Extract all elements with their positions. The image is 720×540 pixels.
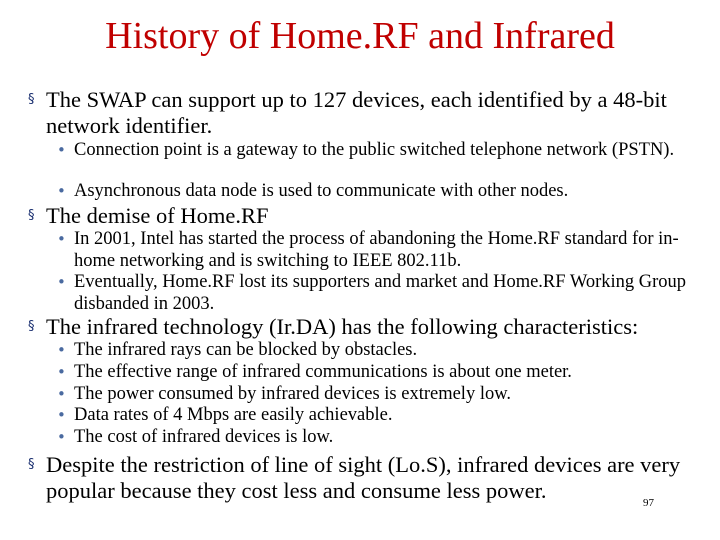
sub-bullet-text: The cost of infrared devices is low. bbox=[74, 427, 334, 447]
dot-bullet-icon: • bbox=[57, 230, 66, 248]
dot-bullet-icon: • bbox=[57, 363, 66, 381]
sub-bullet-text: Connection point is a gateway to the public switched telephone network (PSTN). bbox=[74, 140, 675, 160]
section-bullet-icon: § bbox=[28, 457, 35, 472]
sub-bullet-intel bbox=[57, 229, 697, 272]
sub-bullet-text: Asynchronous data node is used to communicate with other nodes. bbox=[74, 181, 569, 201]
page-number: 97 bbox=[643, 497, 654, 509]
slide-title: History of Home.RF and Infrared bbox=[105, 15, 615, 57]
dot-bullet-icon: • bbox=[57, 428, 66, 446]
sub-bullet-connection-point bbox=[57, 140, 697, 162]
bullet-swap bbox=[28, 87, 708, 139]
dot-bullet-icon: • bbox=[57, 273, 66, 291]
sub-bullet-eventually bbox=[57, 272, 697, 315]
bullet-text: The infrared technology (Ir.DA) has the following characteristics: bbox=[46, 314, 639, 339]
sub-bullet-data-rates bbox=[57, 405, 697, 427]
bullet-text: Despite the restriction of line of sight (Lo.S), infrared devices are very popular because they cost less and consume less power. bbox=[46, 452, 681, 503]
sub-bullet-text: Data rates of 4 Mbps are easily achievable. bbox=[74, 405, 393, 425]
section-bullet-icon: § bbox=[28, 92, 35, 107]
sub-bullet-async-node bbox=[57, 181, 697, 203]
section-bullet-icon: § bbox=[28, 319, 35, 334]
sub-bullet-text: The power consumed by infrared devices is extremely low. bbox=[74, 384, 511, 404]
sub-bullet-text: The effective range of infrared communications is about one meter. bbox=[74, 362, 572, 382]
dot-bullet-icon: • bbox=[57, 385, 66, 403]
sub-bullet-text: The infrared rays can be blocked by obstacles. bbox=[74, 340, 418, 360]
sub-bullet-range bbox=[57, 362, 697, 384]
sub-bullet-blocked bbox=[57, 340, 697, 362]
sub-bullet-text: In 2001, Intel has started the process of abandoning the Home.RF standard for in-home networking and is switching to IEEE 802.11b. bbox=[74, 229, 679, 271]
bullet-demise bbox=[28, 203, 708, 229]
sub-bullet-power bbox=[57, 384, 697, 406]
bullet-text: The SWAP can support up to 127 devices, each identified by a 48-bit network identifier. bbox=[46, 87, 667, 138]
bullet-text: The demise of Home.RF bbox=[46, 203, 269, 228]
bullet-infrared bbox=[28, 314, 708, 340]
dot-bullet-icon: • bbox=[57, 406, 66, 424]
dot-bullet-icon: • bbox=[57, 341, 66, 359]
section-bullet-icon: § bbox=[28, 208, 35, 223]
sub-bullet-cost bbox=[57, 427, 697, 449]
dot-bullet-icon: • bbox=[57, 182, 66, 200]
sub-bullet-text: Eventually, Home.RF lost its supporters and market and Home.RF Working Group disbanded in 2003. bbox=[74, 272, 687, 314]
dot-bullet-icon: • bbox=[57, 141, 66, 159]
bullet-los bbox=[28, 452, 688, 504]
